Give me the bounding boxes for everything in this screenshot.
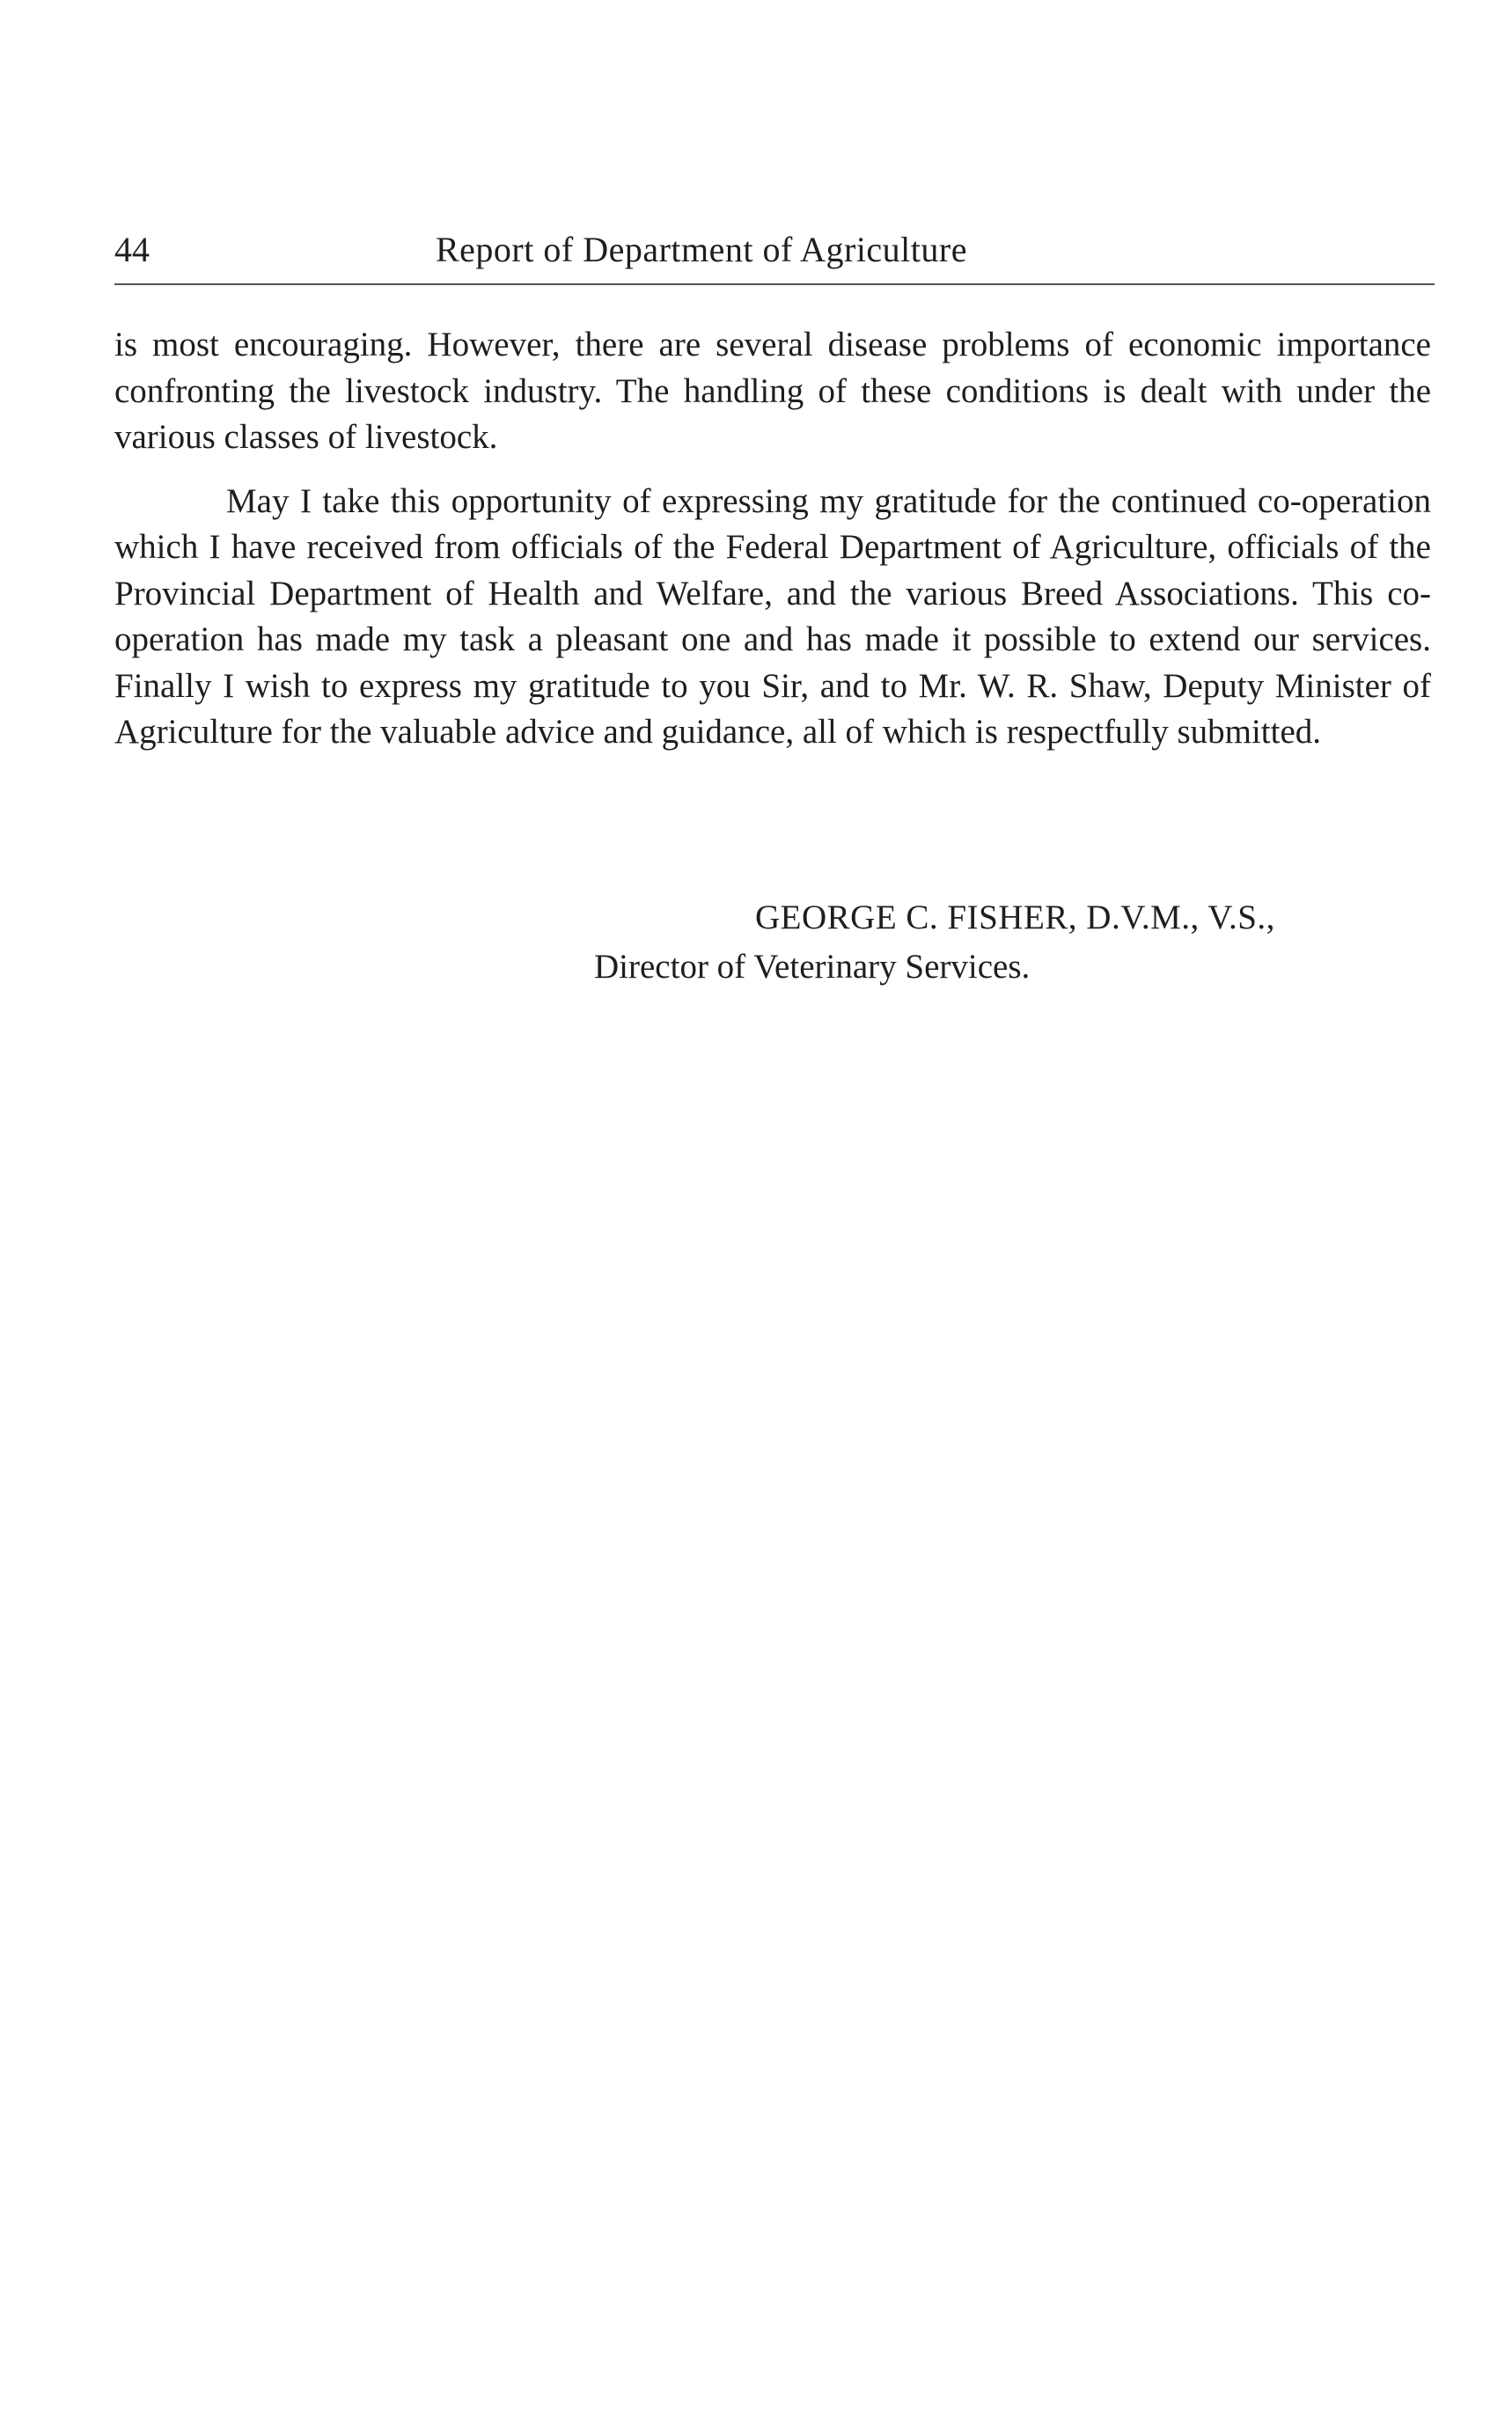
paragraph: May I take this opportunity of expressing my gratitude for the continued co-operation which I have received from officials of the Federal Department of Agriculture, officials of the Provincial Department of Health and Welfare, and the various Breed Associations. This co-operation has made my task a pleasant one and has made it possible to extend our services. Finally I wish to express my gratitude to you Sir, and to Mr. W. R. Shaw, Deputy Minister of Agriculture for the valuable advice and guidance, all of which is respectfully submitted. [114,481,1431,751]
running-title: Report of Department of Agriculture [436,230,967,269]
paragraph: is most encouraging. However, there are several disease problems of economic importance confronting the livestock industry. The handling of these conditions is dealt with under the various classes of livestock. [114,326,1431,456]
running-header [114,227,1435,273]
body-text [114,322,1431,756]
page-number: 44 [114,230,150,269]
signatory-title: Director of Veterinary Services. [594,948,1031,986]
signatory-name: GEORGE C. FISHER, D.V.M., V.S., [755,899,1275,936]
header-rule [114,283,1435,285]
